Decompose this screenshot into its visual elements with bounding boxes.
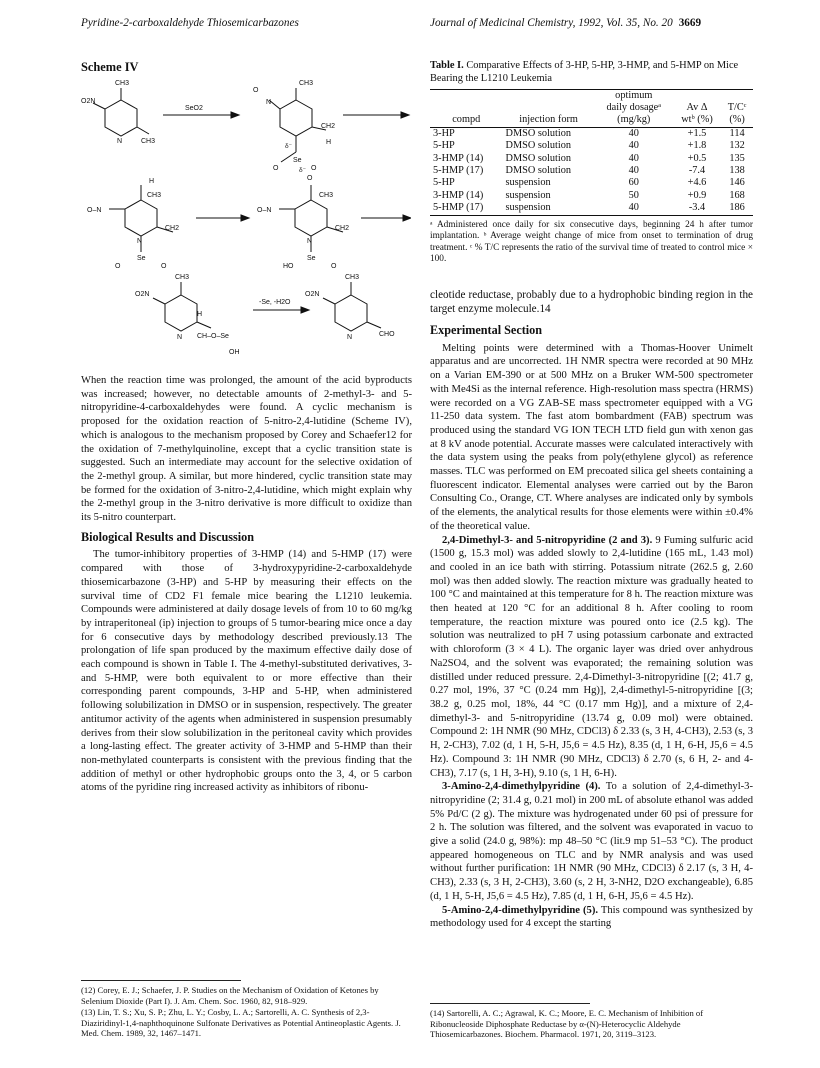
footnote-13: (13) Lin, T. S.; Xu, S. P.; Zhu, L. Y.; Cosby, L. A.; Sartorelli, A. C. Synthesis of 2,3-Diaziridinyl-1,4-naphthoquinone Sulfonate Derivatives as Potential Antineoplastic Agents. J. Med. Chem. 1989, 32, 1467–1471. (81, 1007, 401, 1039)
scheme-label-cho: CHO (379, 331, 395, 338)
cell-dose: 50 (628, 189, 639, 201)
scheme-label-ch3: CH3 (175, 274, 190, 281)
scheme-label-ch3: CH3 (345, 274, 360, 281)
cell-form: DMSO solution (505, 165, 572, 177)
cell-compd: 3-HP (433, 127, 455, 139)
th-tc-l1: T/Cᶜ (727, 102, 747, 113)
section-title-biological: Biological Results and Discussion (81, 529, 255, 544)
cell-wt: +4.6 (687, 177, 707, 189)
scheme-label-ch3: CH3 (115, 80, 130, 87)
experimental-paragraph: Melting points were determined with a Thomas-Hoover Unimelt apparatus and are uncorrected. 1H NMR spectra were recorded at 90 MHz on a Varian EM-390 or at 500 MHz on a Bruker WM-500 spectrometer with Me4Si as the internal reference. High-resolution mass spectra (HRMS) were recorded on a VG ZAB-SE mass spectrometer equipped with a VG 11-250 data system. The fast atom bombardment (FAB) spectrum was produced using the standard VG ION TECH LTD field gun with xenon gas at 8 kV anode potential. Accurate masses were calculated interactively with the data system using the peaks from poly(ethylene glycol) as reference masses. TLC was performed on EM precoated silica gel sheets containing a fluorescent indicator. Elemental analyses were carried out by the Baron Consulting Co., Orange, CT. Where analyses are indicated only by symbols of the elements, the analytical results for those elements were within ±0.4% of the theoretical value. (430, 342, 753, 532)
table-caption (430, 60, 753, 86)
scheme-title: Scheme IV (81, 60, 139, 74)
procedure-5-title: 5-Amino-2,4-dimethylpyridine (5). (442, 904, 599, 916)
scheme-label-o2n: O2N (81, 98, 96, 105)
table-caption-label: Table I. (430, 60, 464, 71)
scheme-label-ch3: CH3 (147, 192, 162, 199)
cell-wt: +0.5 (687, 152, 707, 164)
scheme-label-o2n: O2N (135, 291, 150, 298)
cell-wt: +1.8 (687, 140, 707, 152)
scheme-label-delta: δ⁻ (285, 143, 293, 150)
scheme-label-o-n: O–N (87, 207, 102, 214)
scheme-label-se: Se (137, 255, 146, 262)
procedure-2-3 (430, 534, 753, 781)
discussion-paragraph: When the reaction time was prolonged, the amount of the acid byproducts was increased; however, no detectable amounts of 2-methyl-3- and 5-nitropyridine-4-carboxaldehydes were found. A cyclic mechanism is proposed for the oxidation reaction of 5-nitro-2,4-lutidine (Scheme IV), which is analogous to the mechanism proposed by Corey and Schaefer12 for the oxidation of 7-methylquinoline, except that a cyclic transition state is suggested. Such an intermediate may account for the selective oxidation of the 2-methyl group. A similar, but more hindered, cyclic transition state may be formed for the oxidation of 3-nitro-2,4-lutidine, which might explain why the 2-methyl group in the 3-nitro derivative is more difficult to oxidize than its 5-nitro counterpart. (81, 375, 412, 524)
cell-compd: 5-HP (433, 177, 455, 189)
scheme-label-ch-o-se: CH–O–Se (197, 333, 229, 340)
cell-wt: -3.4 (673, 202, 721, 215)
scheme-label-oh: OH (229, 349, 240, 356)
table-row (430, 177, 753, 189)
scheme-label-o: O (115, 263, 121, 270)
table-row (430, 140, 753, 152)
scheme-label-n: N (266, 99, 272, 106)
procedure-4-text: To a solution of 2,4-dimethyl-3-nitropyridine (2; 31.4 g, 0.21 mol) in 200 mL of absolute ethanol was added 5% Pd/C (2 g). The mixture was hydrogenated under 60 psi of pressure for 2 h. The solution was filtered, and the solvent was evaporated in vacuo to give a solid (24.0 g, 98%): mp 48–50 °C (lit.9 mp 51–53 °C). The product appeared homogeneous on TLC and by NMR analysis and was used without further purification: 1H NMR (90 MHz, CDCl3) δ 2.17 (s, 3 H, 4-CH3), 2.33 (s, 3 H, 2-CH3), 3.60 (s, 2 H, 3-NH2, D2O exchangeable), 6.85 (d, 1 H, 5-H, J5,6 = 4.5 Hz), 7.85 (d, 1 H, 6-H, J5,6 = 4.5 Hz). (430, 781, 753, 902)
scheme-label-n: N (137, 238, 143, 245)
footnote-rule (81, 980, 241, 981)
procedure-5-text: This compound was synthesized by methodology used for 4 except the starting (430, 904, 753, 930)
cell-compd: 5-HMP (17) (430, 202, 503, 215)
cell-wt: +0.9 (687, 189, 707, 201)
th-dosage-l2: daily dosageᵃ (606, 102, 662, 113)
scheme-label-o: O (273, 165, 279, 172)
scheme-label-o: O (253, 87, 259, 94)
scheme-label-se: Se (307, 255, 316, 262)
scheme-label-ch2: CH2 (165, 225, 180, 232)
footnote-rule (430, 1003, 590, 1004)
scheme-label-n: N (307, 238, 313, 245)
cell-tc: 135 (729, 152, 745, 164)
cell-wt: -7.4 (688, 165, 706, 177)
table-row (430, 190, 753, 202)
biological-paragraph: The tumor-inhibitory properties of 3-HMP (14) and 5-HMP (17) were compared with those of 3-hydroxypyridine-2-carboxaldehyde thiosemicarbazone (3-HP) and 5-HP by measuring their effects on the survival time of CD2 F1 female mice bearing the L1210 leukemia. Compounds were administered at daily dosage levels of from 10 to 60 mg/kg by intraperitoneal (ip) injection to groups of 5 tumor-bearing mice once a day for 6 consecutive days by methodology described previously.13 The prolongation of life span produced by the maximum effective daily dose of each compound is shown in Table I. The 4-methyl-substituted derivatives, 3- and 5-HMP, were both equivalent to or more effective than their corresponding parent compounds, 3-HP and 5-HP, when administered following solubilization in DMSO or in suspension, respectively. The greater antitumor activity of the agents when administered in suspension presumably derives from their slow solubilization in the peritoneal cavity which provides a long-lasting effect. The greater activity of 3-HMP and 5-HMP than their non-methylated counterparts is consistent with the previous finding that the addition of methyl or other hydrophobic groups onto the 3, 4, or 5 carbon atoms of the pyridine ring increased activity as inhibitors of ribonu- (81, 549, 412, 794)
scheme-label-o: O (311, 165, 317, 172)
scheme-label-ch3: CH3 (299, 80, 314, 87)
th-av-l2: wtᵇ (%) (673, 114, 721, 127)
cell-form: suspension (505, 189, 551, 201)
table-row (430, 127, 753, 140)
scheme-label-o-n: O–N (257, 207, 272, 214)
scheme-label-o2n: O2N (305, 291, 320, 298)
th-tc-l2: (%) (721, 114, 753, 127)
scheme-label-h: H (197, 311, 203, 318)
th-dosage-l3: (mg/kg) (595, 114, 673, 127)
cell-form: suspension (505, 177, 551, 189)
cell-tc: 186 (721, 202, 753, 215)
cell-form: DMSO solution (505, 152, 572, 164)
table-1 (430, 89, 753, 216)
page-number: 3669 (678, 17, 702, 29)
scheme-reagent-se-h2o: -Se, -H2O (259, 299, 291, 306)
footnote-14: (14) Sartorelli, A. C.; Agrawal, K. C.; Moore, E. C. Mechanism of Inhibition of Ribonucleoside Diphosphate Reductase by α-(N)-Heterocyclic Aldehyde Thiosemicarbazones. Biochem. Pharmacol. 1971, 20, 3119–3123. (430, 1008, 704, 1040)
cell-compd: 3-HMP (14) (433, 189, 484, 201)
scheme-label-ch3: CH3 (141, 138, 156, 145)
scheme-label-ho: HO (283, 263, 294, 270)
cell-dose: 60 (628, 177, 639, 189)
scheme-label-ch2: CH2 (335, 225, 350, 232)
cell-dose: 40 (628, 152, 639, 164)
cell-tc: 132 (729, 140, 745, 152)
table-1-block (430, 60, 753, 266)
procedure-2-3-title: 2,4-Dimethyl-3- and 5-nitropyridine (2 and 3). (442, 534, 653, 546)
left-column (81, 374, 412, 795)
procedure-4 (430, 780, 753, 903)
scheme-label-o: O (307, 175, 313, 182)
footnote-12: (12) Corey, E. J.; Schaefer, J. P. Studies on the Mechanism of Oxidation of Ketones by Selenium Dioxide (Part I). J. Am. Chem. Soc. 1960, 82, 918–929. (81, 985, 379, 1006)
cell-dose: 40 (628, 127, 639, 139)
th-compd: compd (430, 114, 503, 127)
cell-compd: 5-HP (433, 140, 455, 152)
section-title-experimental: Experimental Section (430, 323, 543, 337)
cell-tc: 146 (729, 177, 745, 189)
scheme-label-n: N (117, 138, 123, 145)
running-header-title: Pyridine-2-carboxaldehyde Thiosemicarbazones (81, 17, 299, 29)
scheme-label-ch3: CH3 (319, 192, 334, 199)
cell-dose: 40 (595, 202, 673, 215)
scheme-label-se: Se (293, 157, 302, 164)
table-row (430, 153, 753, 165)
scheme-label-n: N (347, 334, 353, 341)
right-footnotes (430, 1003, 753, 1041)
cell-tc: 168 (729, 189, 745, 201)
left-footnotes (81, 980, 412, 1040)
scheme-label-h: H (149, 178, 155, 185)
scheme-label-o: O (331, 263, 337, 270)
scheme-iv-diagram (81, 70, 411, 370)
scheme-label-ch2: CH2 (321, 123, 336, 130)
cell-wt: +1.5 (687, 127, 707, 139)
scheme-label-o: O (161, 263, 167, 270)
procedure-5 (430, 904, 753, 931)
th-dosage-l1: optimum (595, 89, 673, 102)
cell-form: DMSO solution (505, 127, 572, 139)
table-caption-text: Comparative Effects of 3-HP, 5-HP, 3-HMP, and 5-HMP on Mice Bearing the L1210 Leukemia (430, 60, 739, 84)
scheme-label-delta: δ⁻ (299, 167, 307, 174)
cell-dose: 40 (628, 165, 639, 177)
cell-tc: 114 (729, 127, 745, 139)
cell-dose: 40 (628, 140, 639, 152)
journal-citation: Journal of Medicinal Chemistry, 1992, Vol. 35, No. 20 (430, 17, 673, 29)
continuation-paragraph: cleotide reductase, probably due to a hydrophobic binding region in the target enzyme molecule.14 (430, 289, 753, 315)
scheme-label-n: N (177, 334, 183, 341)
cell-compd: 5-HMP (17) (433, 165, 484, 177)
scheme-reagent-seo2: SeO2 (185, 105, 203, 112)
cell-tc: 138 (729, 165, 745, 177)
procedure-2-3-text: 9 Fuming sulfuric acid (1500 g, 15.3 mol) was added slowly to 2,4-lutidine (165 mL, 1.43 mol) and cooled in an ice bath with stirring. Potassium nitrate (262.5 g, 2.60 mol) was then added slowly. The reaction mixture was gradually heated to 100 °C and maintained at this temperature for 8 h. The reaction mixture was then heated at 120 °C for an additional 8 h. After cooling to room temperature, the reaction mixture was poured onto ice (2.5 kg). The solution was neutralized to pH 7 using potassium carbonate and extracted with chloroform (3 × 4 L). The organic layer was dried over anhydrous Na2SO4, and the solvent was evaporated; the remaining solution was distilled under reduced pressure. 2,4-Dimethyl-3-nitropyridine [(2; 41.7 g, 0.27 mol, 19%, 37 °C (0.24 mm Hg)], 2,4-dimethyl-5-nitropyridine [(3; 38.2 g, 0.25 mol, 18%, 44 °C (0.17 mm Hg)], and a mixture of 2,4-dimethyl-3- and 5-nitropyridine (13.74 g, 0.09 mol) were obtained. Compound 2: 1H NMR (90 MHz, CDCl3) δ 2.33 (s, 3 H, 4-CH3), 2.53 (s, 3 H, 2-CH3), 7.02 (d, 1 H, 5-H, J5,6 = 4.5 Hz), 8.35 (d, 1 H, 6-H, J5,6 = 4.5 Hz). Compound 3: 1H NMR (90 MHz, CDCl3) δ 2.70 (s, 6 H, 2- and 4-CH3), 7.17 (s, 1 H, 3-H), 9.10 (s, 1 H, 6-H). (430, 534, 753, 779)
table-row (430, 165, 753, 177)
cell-form: suspension (503, 202, 595, 215)
right-column (430, 288, 753, 931)
table-footnote: ᵃ Administered once daily for six consecutive days, beginning 24 h after tumor implantation. ᵇ Average weight change of mice from onset to termination of drug treatment. ᶜ % T/C represents the ratio of the survival time of treated to control mice × 100. (430, 219, 753, 265)
th-av-l1: Av Δ (686, 102, 708, 113)
scheme-label-h: H (326, 139, 332, 146)
cell-compd: 3-HMP (14) (433, 152, 484, 164)
procedure-4-title: 3-Amino-2,4-dimethylpyridine (4). (442, 781, 601, 793)
running-header-journal (430, 17, 701, 29)
table-row (430, 202, 753, 215)
cell-form: DMSO solution (505, 140, 572, 152)
th-injection: injection form (503, 114, 595, 127)
